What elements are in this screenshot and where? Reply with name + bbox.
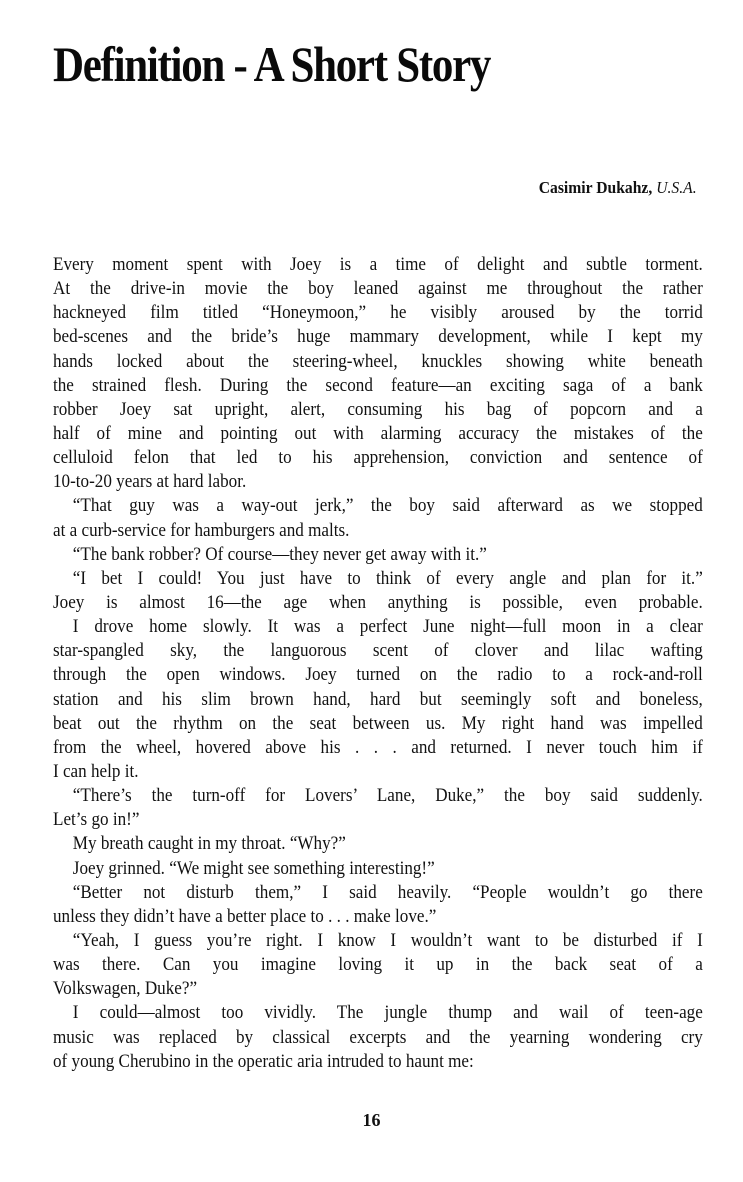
- text-line: celluloid felon that led to his apprehension, conviction and sentence of: [53, 447, 703, 469]
- text-line: 10-to-20 years at hard labor.: [53, 471, 247, 493]
- author-country: U.S.A.: [656, 178, 697, 197]
- text-line: beat out the rhythm on the seat between us. My right hand was impelled: [53, 712, 703, 734]
- text-line: through the open windows. Joey turned on the radio to a rock-and-roll: [53, 664, 703, 686]
- text-line: was there. Can you imagine loving it up in the back seat of a: [53, 954, 703, 976]
- text-line: Let’s go in!”: [53, 809, 140, 831]
- text-line: I could—almost too vividly. The jungle thump and wail of teen-age: [72, 1002, 703, 1024]
- text-line: “There’s the turn-off for Lovers’ Lane, Duke,” the boy said suddenly.: [72, 785, 703, 807]
- story-body: [53, 253, 703, 1074]
- text-line: “That guy was a way-out jerk,” the boy said afterward as we stopped: [72, 495, 703, 517]
- text-line: “Yeah, I guess you’re right. I know I wouldn’t want to be disturbed if I: [72, 929, 703, 951]
- text-line: “The bank robber? Of course—they never get away with it.”: [72, 543, 487, 565]
- text-line: half of mine and pointing out with alarming accuracy the mistakes of the: [53, 422, 703, 444]
- text-line: Joey grinned. “We might see something interesting!”: [72, 857, 435, 879]
- text-line: I can help it.: [53, 760, 139, 782]
- story-title: Definition - A Short Story: [53, 36, 491, 92]
- text-line: at a curb-service for hamburgers and malts.: [53, 519, 350, 541]
- text-line: My breath caught in my throat. “Why?”: [72, 833, 346, 855]
- text-line: “I bet I could! You just have to think of every angle and plan for it.”: [72, 567, 703, 589]
- text-line: Joey is almost 16—the age when anything is possible, even probable.: [53, 591, 703, 613]
- text-line: hands locked about the steering-wheel, knuckles showing white beneath: [53, 350, 703, 372]
- text-line: I drove home slowly. It was a perfect June night—full moon in a clear: [72, 616, 703, 638]
- text-line: “Better not disturb them,” I said heavily. “People wouldn’t go there: [72, 881, 703, 903]
- text-line: star-spangled sky, the languorous scent of clover and lilac wafting: [53, 640, 703, 662]
- text-line: robber Joey sat upright, alert, consuming his bag of popcorn and a: [53, 398, 703, 420]
- page-number: 16: [362, 1110, 381, 1130]
- text-line: music was replaced by classical excerpts and the yearning wondering cry: [53, 1026, 703, 1048]
- text-line: of young Cherubino in the operatic aria intruded to haunt me:: [53, 1050, 474, 1072]
- text-line: the strained flesh. During the second feature—an exciting saga of a bank: [53, 374, 703, 396]
- text-line: unless they didn’t have a better place to . . . make love.”: [53, 905, 437, 927]
- author-name: Casimir Dukahz,: [539, 178, 653, 197]
- author-byline: [539, 178, 697, 198]
- text-line: Volkswagen, Duke?”: [53, 978, 198, 1000]
- text-line: At the drive-in movie the boy leaned against me throughout the rather: [53, 278, 703, 300]
- text-line: bed-scenes and the bride’s huge mammary development, while I kept my: [53, 326, 703, 348]
- text-line: from the wheel, hovered above his . . . and returned. I never touch him if: [53, 736, 703, 758]
- text-line: station and his slim brown hand, hard but seemingly soft and boneless,: [53, 688, 703, 710]
- text-line: Every moment spent with Joey is a time of delight and subtle torment.: [53, 254, 703, 275]
- text-line: hackneyed film titled “Honeymoon,” he visibly aroused by the torrid: [53, 302, 703, 324]
